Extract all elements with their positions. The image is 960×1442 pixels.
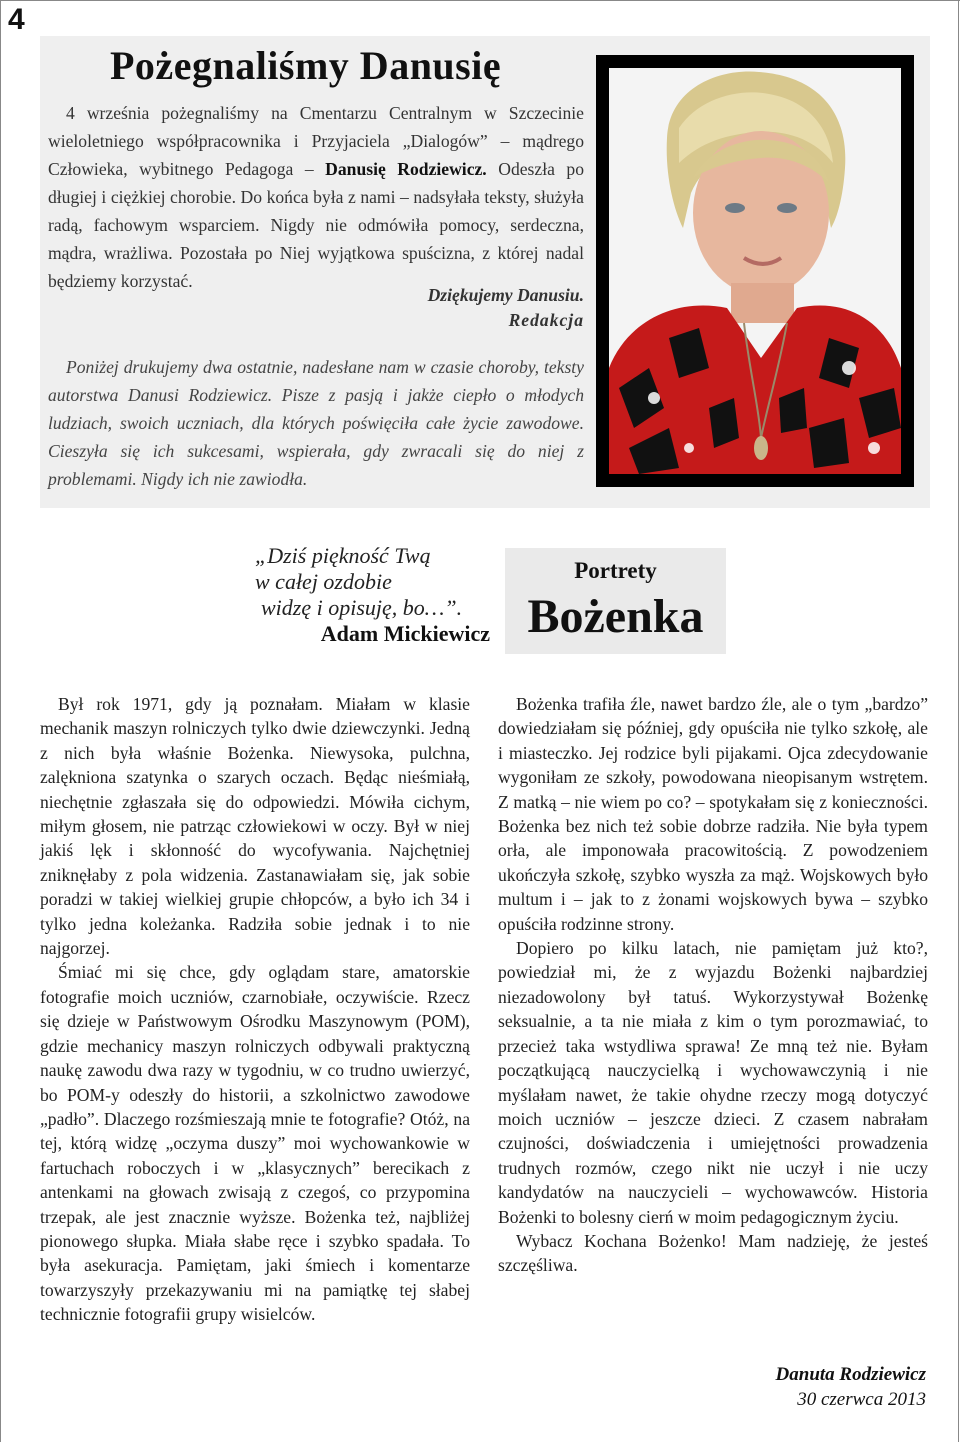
quote-line-2: w całej ozdobie <box>255 569 392 594</box>
section-label: Portrety <box>574 558 657 583</box>
portrait-photo <box>609 68 901 474</box>
page-number: 4 <box>8 3 25 36</box>
page-border-top <box>0 0 960 1</box>
article-column-right <box>498 692 928 1278</box>
article-date: 30 czerwca 2013 <box>797 1389 926 1410</box>
page-border-left <box>0 0 1 1442</box>
article-paragraph: Dopiero po kilku latach, nie pamiętam już kto?, powiedział mi, że z wyjazdu Bożenki najbardziej niezadowolony był tatuś. Wykorzystywał Bożenkę seksualnie, a ta nie miała z kim o tym porozmawiać, to przecież taka wstydliwa sprawa! Ze mną też nie. Byłam początkującą nauczycielką i wychowawczynią i nie myślałam nawet, że takie ohydne rzeczy mogą dotyczyć moich uczniów – jeszcze dzieci. Z czasem nabrałam czujności, doświadczenia i umiejętności prowadzenia trudnych rozmów, czego nikt nie uczył i nie uczy kandydatów na nauczycieli – wychowawców. Historia Bożenki to bolesny cierń w moim pedagogicznym życiu. <box>498 938 928 1227</box>
article-paragraph: Był rok 1971, gdy ją poznałam. Miałam w klasie mechanik maszyn rolniczych tylko dwie dziewczynki. Jedną z nich była właśnie Bożenka. Niewysoka, pulchna, zalękniona szatynka o szarych oczach. Będąc nieśmiałą, niechętnie zgłaszała się do odpowiedzi. Mówiła cichym, miłym głosem, nie patrząc człowiekowi w oczy. Był w niej jakiś lęk i skłonność do wycofywania. Najchętniej zniknęłaby z pola widzenia. Zastanawiałam się, jak sobie poradzi w takiej wielkiej grupie chłopców, a było ich 34 i tylko jedna koleżanka. Radziła sobie jednak i to nie najgorzej. <box>40 694 470 959</box>
page-border-right <box>958 0 959 1442</box>
article-column-left <box>40 692 470 1327</box>
intro-name: Danusię Rodziewicz. <box>325 159 487 179</box>
article-paragraph: Bożenka trafiła źle, nawet bardzo źle, ale o tym „bardzo” dowiedziałam się później, gdy opuściła nie tylko szkołę, ale i miasteczko. Jej rodzice byli pijakami. Ojca zdecydowanie wygoniłam ze szkoły, powodowana nieopisanym wstrętem. Z matką – nie wiem po co? – spotykałam się z konieczności. Bożenka bez nich też sobie dobrze radziła. Nie była typem orła, ale imponowała pracowitością. Z powodzeniem ukończyła szkołę, szybko wyszła za mąż. Wojskowych było multum i – jak to z żonami wojskowych bywa – szybko opuściła rodzinne strony. <box>498 694 928 934</box>
memorial-intro <box>48 99 584 295</box>
article-author: Danuta Rodziewicz <box>775 1364 926 1385</box>
memorial-thanks: Dziękujemy Danusiu. <box>427 285 584 305</box>
memorial-headline: Pożegnaliśmy Danusię <box>110 43 502 88</box>
article-title: Bożenka <box>527 590 704 643</box>
memorial-signature: Redakcja <box>508 310 584 330</box>
portrait-photo-frame <box>596 55 914 487</box>
portrait-illustration <box>609 68 901 474</box>
article-paragraph: Wybacz Kochana Bożenko! Mam nadzieję, że jesteś szczęśliwa. <box>498 1230 928 1276</box>
article-paragraph: Śmiać mi się chce, gdy oglądam stare, amatorskie fotografie moich uczniów, czarnobiałe, oczywiście. Rzecz się dzieje w Państwowym Ośrodku Maszynowym (POM), gdzie mechanicy maszyn rolniczych odbywali praktyczną naukę zawodu dwa razy w tygodniu, w co trudno uwierzyć, bo POM-y odeszły do historii, a szkolnictwo zawodowe „padło”. Dlaczego rozśmieszają mnie te fotografie? Otóż, na tej, którą widzę „oczyma duszy” moi wychowankowie w fartuchach roboczych i w „klasycznych” berecikach z antenkami na głowach zwisają z czegoś, co przypomina trzepak, ale jest znacznie wyższe. Bożenka też, najbliżej pionowego słupka. Miała słabe ręce i szybko spadała. To była asekuracja. Pamiętam, jaki śmiech i komentarze towarzyszyły przekazywaniu mi na pamiątkę tej słabej technicznie fotografii grupy wisielców. <box>40 962 470 1325</box>
memorial-note-text: Poniżej drukujemy dwa ostatnie, nadesłane nam w czasie choroby, teksty autorstwa Danusi Rodziewicz. Pisze z pasją i jakże ciepło o młodych ludziach, swoich uczniach, dla których poświęciła całe życie zawodowe. Cieszyła się ich sukcesami, wspierała, gdy zwracali się do niej z problemami. Nigdy ich nie zawiodła. <box>48 357 584 489</box>
epigraph-quote <box>255 543 462 621</box>
intro-text-start: 4 września pożegnaliśmy na Cmentarzu Centralnym w Szczecinie wieloletniego współpracownika i Przyjaciela „Dialogów” – mądrego Człowieka, wybitnego Pedagoga – <box>48 103 584 179</box>
intro-text-end: Odeszła po długiej i ciężkiej chorobie. Do końca była z nami – nadsyłała teksty, służyła radą, fachowym wsparciem. Nigdy nie odmówiła pomocy, serdeczna, mądra, wrażliwa. Pozostała po Niej wyjątkowa spuścizna, z której nadal będziemy korzystać. <box>48 159 585 291</box>
quote-line-3: widzę i opisuję, bo…”. <box>261 595 463 620</box>
memorial-note <box>48 353 584 493</box>
quote-author: Adam Mickiewicz <box>320 621 490 646</box>
quote-line-1: „Dziś piękność Twą <box>255 543 431 568</box>
